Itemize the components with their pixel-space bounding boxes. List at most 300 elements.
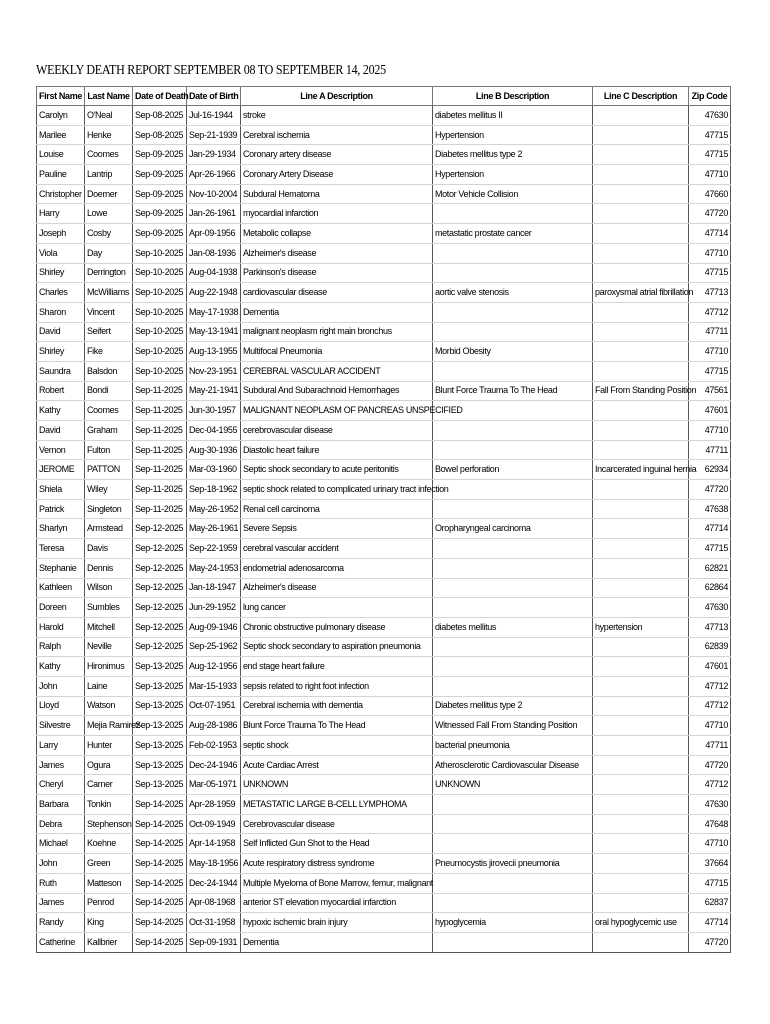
- line-c-description-cell: [593, 106, 689, 126]
- date-of-birth-cell: May-13-1941: [187, 322, 241, 342]
- header-line-b-description: Line B Description: [433, 87, 593, 106]
- line-b-description-cell: [433, 480, 593, 500]
- line-c-description-cell: [593, 519, 689, 539]
- zip-code-cell: 47711: [689, 736, 731, 756]
- table-row: [37, 499, 731, 519]
- date-of-death-cell: Sep-14-2025: [133, 814, 187, 834]
- table-row: [37, 302, 731, 322]
- zip-code-cell: 47630: [689, 106, 731, 126]
- line-b-description-cell: [433, 243, 593, 263]
- date-of-death-cell: Sep-14-2025: [133, 873, 187, 893]
- zip-code-cell: 47710: [689, 165, 731, 185]
- line-c-description-cell: [593, 322, 689, 342]
- line-b-description-cell: Bowel perforation: [433, 460, 593, 480]
- table-row: [37, 125, 731, 145]
- line-a-description-cell: Alzheimer's disease: [241, 578, 433, 598]
- first-name-cell: Stephanie: [37, 558, 85, 578]
- line-c-description-cell: paroxysmal atrial fibrillation: [593, 283, 689, 303]
- table-body: [37, 106, 731, 953]
- table-row: [37, 263, 731, 283]
- last-name-cell: Mitchell: [85, 617, 133, 637]
- line-b-description-cell: Atherosclerotic Cardiovascular Disease: [433, 755, 593, 775]
- first-name-cell: John: [37, 676, 85, 696]
- line-c-description-cell: [593, 637, 689, 657]
- line-b-description-cell: [433, 558, 593, 578]
- date-of-death-cell: Sep-14-2025: [133, 913, 187, 933]
- line-c-description-cell: [593, 165, 689, 185]
- line-a-description-cell: Dementia: [241, 932, 433, 952]
- table-row: [37, 224, 731, 244]
- line-c-description-cell: [593, 125, 689, 145]
- line-c-description-cell: [593, 243, 689, 263]
- date-of-death-cell: Sep-12-2025: [133, 617, 187, 637]
- last-name-cell: Sumbles: [85, 598, 133, 618]
- line-a-description-cell: Cerebral ischemia with dementia: [241, 696, 433, 716]
- line-b-description-cell: [433, 578, 593, 598]
- first-name-cell: David: [37, 322, 85, 342]
- first-name-cell: Christopher: [37, 184, 85, 204]
- table-row: [37, 932, 731, 952]
- date-of-death-cell: Sep-11-2025: [133, 499, 187, 519]
- date-of-death-cell: Sep-08-2025: [133, 106, 187, 126]
- date-of-birth-cell: Jan-08-1936: [187, 243, 241, 263]
- first-name-cell: Teresa: [37, 539, 85, 559]
- line-b-description-cell: [433, 302, 593, 322]
- last-name-cell: Coomes: [85, 145, 133, 165]
- date-of-birth-cell: Dec-24-1946: [187, 755, 241, 775]
- zip-code-cell: 62864: [689, 578, 731, 598]
- line-a-description-cell: Diastolic heart failure: [241, 440, 433, 460]
- last-name-cell: Fike: [85, 342, 133, 362]
- date-of-death-cell: Sep-12-2025: [133, 598, 187, 618]
- line-a-description-cell: CEREBRAL VASCULAR ACCIDENT: [241, 361, 433, 381]
- table-row: [37, 637, 731, 657]
- last-name-cell: McWilliams: [85, 283, 133, 303]
- date-of-birth-cell: Feb-02-1953: [187, 736, 241, 756]
- date-of-birth-cell: May-26-1961: [187, 519, 241, 539]
- last-name-cell: Laine: [85, 676, 133, 696]
- table-row: [37, 283, 731, 303]
- table-row: [37, 106, 731, 126]
- header-date-of-birth: Date of Birth: [187, 87, 241, 106]
- first-name-cell: Kathleen: [37, 578, 85, 598]
- zip-code-cell: 47711: [689, 322, 731, 342]
- last-name-cell: Lowe: [85, 204, 133, 224]
- table-row: [37, 519, 731, 539]
- line-c-description-cell: [593, 263, 689, 283]
- line-b-description-cell: [433, 814, 593, 834]
- line-a-description-cell: septic shock: [241, 736, 433, 756]
- line-c-description-cell: [593, 854, 689, 874]
- first-name-cell: Harry: [37, 204, 85, 224]
- line-c-description-cell: [593, 440, 689, 460]
- line-b-description-cell: [433, 499, 593, 519]
- first-name-cell: Marilee: [37, 125, 85, 145]
- line-b-description-cell: [433, 598, 593, 618]
- date-of-birth-cell: Apr-09-1956: [187, 224, 241, 244]
- zip-code-cell: 47711: [689, 440, 731, 460]
- date-of-death-cell: Sep-09-2025: [133, 184, 187, 204]
- last-name-cell: Hironimus: [85, 657, 133, 677]
- zip-code-cell: 47715: [689, 361, 731, 381]
- zip-code-cell: 47660: [689, 184, 731, 204]
- line-a-description-cell: cerebrovascular disease: [241, 421, 433, 441]
- zip-code-cell: 47601: [689, 657, 731, 677]
- date-of-death-cell: Sep-14-2025: [133, 893, 187, 913]
- line-c-description-cell: Fall From Standing Position: [593, 381, 689, 401]
- line-b-description-cell: hypoglycemia: [433, 913, 593, 933]
- date-of-death-cell: Sep-13-2025: [133, 716, 187, 736]
- line-b-description-cell: aortic valve stenosis: [433, 283, 593, 303]
- line-c-description-cell: hypertension: [593, 617, 689, 637]
- line-b-description-cell: Hypertension: [433, 125, 593, 145]
- date-of-death-cell: Sep-10-2025: [133, 263, 187, 283]
- zip-code-cell: 47710: [689, 834, 731, 854]
- zip-code-cell: 47638: [689, 499, 731, 519]
- date-of-birth-cell: Sep-09-1931: [187, 932, 241, 952]
- line-a-description-cell: Parkinson's disease: [241, 263, 433, 283]
- first-name-cell: Randy: [37, 913, 85, 933]
- line-a-description-cell: Blunt Force Trauma To The Head: [241, 716, 433, 736]
- last-name-cell: Mejia Ramirez: [85, 716, 133, 736]
- first-name-cell: David: [37, 421, 85, 441]
- first-name-cell: Shirley: [37, 342, 85, 362]
- date-of-birth-cell: Mar-03-1960: [187, 460, 241, 480]
- date-of-birth-cell: Mar-15-1933: [187, 676, 241, 696]
- line-b-description-cell: [433, 637, 593, 657]
- first-name-cell: Doreen: [37, 598, 85, 618]
- zip-code-cell: 47712: [689, 696, 731, 716]
- line-c-description-cell: [593, 676, 689, 696]
- zip-code-cell: 47714: [689, 913, 731, 933]
- first-name-cell: Sharon: [37, 302, 85, 322]
- table-row: [37, 401, 731, 421]
- date-of-death-cell: Sep-12-2025: [133, 519, 187, 539]
- table-row: [37, 775, 731, 795]
- first-name-cell: John: [37, 854, 85, 874]
- line-a-description-cell: cardiovascular disease: [241, 283, 433, 303]
- table-row: [37, 913, 731, 933]
- date-of-death-cell: Sep-13-2025: [133, 657, 187, 677]
- line-a-description-cell: Chronic obstructive pulmonary disease: [241, 617, 433, 637]
- header-first-name: First Name: [37, 87, 85, 106]
- date-of-death-cell: Sep-10-2025: [133, 342, 187, 362]
- last-name-cell: Balsdon: [85, 361, 133, 381]
- date-of-death-cell: Sep-10-2025: [133, 283, 187, 303]
- line-c-description-cell: [593, 834, 689, 854]
- zip-code-cell: 47630: [689, 795, 731, 815]
- date-of-birth-cell: May-18-1956: [187, 854, 241, 874]
- first-name-cell: Larry: [37, 736, 85, 756]
- zip-code-cell: 47715: [689, 873, 731, 893]
- last-name-cell: Stephenson: [85, 814, 133, 834]
- date-of-birth-cell: Jun-29-1952: [187, 598, 241, 618]
- last-name-cell: Carner: [85, 775, 133, 795]
- line-c-description-cell: [593, 893, 689, 913]
- date-of-birth-cell: Oct-31-1958: [187, 913, 241, 933]
- date-of-death-cell: Sep-11-2025: [133, 421, 187, 441]
- zip-code-cell: 47712: [689, 775, 731, 795]
- table-row: [37, 814, 731, 834]
- first-name-cell: James: [37, 755, 85, 775]
- line-a-description-cell: Renal cell carcinoma: [241, 499, 433, 519]
- last-name-cell: Cosby: [85, 224, 133, 244]
- last-name-cell: Lantrip: [85, 165, 133, 185]
- table-row: [37, 696, 731, 716]
- table-row: [37, 421, 731, 441]
- line-a-description-cell: MALIGNANT NEOPLASM OF PANCREAS UNSPECIFIED: [241, 401, 433, 421]
- date-of-death-cell: Sep-10-2025: [133, 302, 187, 322]
- date-of-birth-cell: Jul-16-1944: [187, 106, 241, 126]
- date-of-birth-cell: May-24-1953: [187, 558, 241, 578]
- death-report-table: [36, 86, 731, 953]
- line-a-description-cell: Coronary artery disease: [241, 145, 433, 165]
- line-c-description-cell: [593, 932, 689, 952]
- date-of-death-cell: Sep-12-2025: [133, 578, 187, 598]
- date-of-death-cell: Sep-11-2025: [133, 440, 187, 460]
- line-b-description-cell: Motor Vehicle Collision: [433, 184, 593, 204]
- line-a-description-cell: lung cancer: [241, 598, 433, 618]
- last-name-cell: Wiley: [85, 480, 133, 500]
- date-of-death-cell: Sep-13-2025: [133, 676, 187, 696]
- table-row: [37, 736, 731, 756]
- line-b-description-cell: [433, 893, 593, 913]
- first-name-cell: Louise: [37, 145, 85, 165]
- date-of-death-cell: Sep-08-2025: [133, 125, 187, 145]
- line-a-description-cell: Multifocal Pneumonia: [241, 342, 433, 362]
- date-of-birth-cell: Apr-08-1968: [187, 893, 241, 913]
- date-of-death-cell: Sep-12-2025: [133, 637, 187, 657]
- first-name-cell: Shirley: [37, 263, 85, 283]
- zip-code-cell: 47710: [689, 342, 731, 362]
- table-row: [37, 657, 731, 677]
- last-name-cell: Bondi: [85, 381, 133, 401]
- line-a-description-cell: sepsis related to right foot infection: [241, 676, 433, 696]
- line-b-description-cell: metastatic prostate cancer: [433, 224, 593, 244]
- last-name-cell: Watson: [85, 696, 133, 716]
- zip-code-cell: 47601: [689, 401, 731, 421]
- zip-code-cell: 47715: [689, 145, 731, 165]
- date-of-birth-cell: Nov-23-1951: [187, 361, 241, 381]
- line-a-description-cell: Cerebral ischemia: [241, 125, 433, 145]
- line-a-description-cell: Acute Cardiac Arrest: [241, 755, 433, 775]
- first-name-cell: Shiela: [37, 480, 85, 500]
- line-c-description-cell: [593, 302, 689, 322]
- table-row: [37, 539, 731, 559]
- date-of-death-cell: Sep-13-2025: [133, 736, 187, 756]
- zip-code-cell: 47710: [689, 243, 731, 263]
- date-of-birth-cell: Aug-13-1955: [187, 342, 241, 362]
- zip-code-cell: 47720: [689, 755, 731, 775]
- first-name-cell: Saundra: [37, 361, 85, 381]
- date-of-death-cell: Sep-14-2025: [133, 854, 187, 874]
- last-name-cell: Tonkin: [85, 795, 133, 815]
- date-of-birth-cell: Jan-18-1947: [187, 578, 241, 598]
- line-b-description-cell: Oropharyngeal carcinoma: [433, 519, 593, 539]
- first-name-cell: JEROME: [37, 460, 85, 480]
- date-of-birth-cell: Mar-05-1971: [187, 775, 241, 795]
- table-row: [37, 755, 731, 775]
- zip-code-cell: 62821: [689, 558, 731, 578]
- date-of-death-cell: Sep-13-2025: [133, 775, 187, 795]
- line-c-description-cell: [593, 145, 689, 165]
- line-c-description-cell: Incarcerated inguinal hernia: [593, 460, 689, 480]
- line-c-description-cell: [593, 795, 689, 815]
- first-name-cell: Pauline: [37, 165, 85, 185]
- first-name-cell: Sharlyn: [37, 519, 85, 539]
- date-of-death-cell: Sep-13-2025: [133, 755, 187, 775]
- zip-code-cell: 47713: [689, 617, 731, 637]
- line-b-description-cell: Diabetes mellitus type 2: [433, 696, 593, 716]
- line-c-description-cell: [593, 342, 689, 362]
- table-row: [37, 617, 731, 637]
- last-name-cell: Kallbrier: [85, 932, 133, 952]
- line-b-description-cell: Pneumocystis jirovecii pneumonia: [433, 854, 593, 874]
- table-row: [37, 460, 731, 480]
- date-of-birth-cell: Sep-21-1939: [187, 125, 241, 145]
- line-b-description-cell: [433, 873, 593, 893]
- line-b-description-cell: [433, 834, 593, 854]
- header-line-a-description: Line A Description: [241, 87, 433, 106]
- first-name-cell: Michael: [37, 834, 85, 854]
- last-name-cell: Day: [85, 243, 133, 263]
- table-row: [37, 893, 731, 913]
- zip-code-cell: 62839: [689, 637, 731, 657]
- last-name-cell: Armstead: [85, 519, 133, 539]
- date-of-birth-cell: Apr-14-1958: [187, 834, 241, 854]
- last-name-cell: Seifert: [85, 322, 133, 342]
- date-of-birth-cell: Sep-22-1959: [187, 539, 241, 559]
- date-of-death-cell: Sep-12-2025: [133, 539, 187, 559]
- date-of-birth-cell: Nov-10-2004: [187, 184, 241, 204]
- first-name-cell: Harold: [37, 617, 85, 637]
- line-a-description-cell: Multiple Myeloma of Bone Marrow, femur, malignant: [241, 873, 433, 893]
- date-of-death-cell: Sep-11-2025: [133, 381, 187, 401]
- table-row: [37, 204, 731, 224]
- date-of-death-cell: Sep-14-2025: [133, 932, 187, 952]
- date-of-birth-cell: Jan-26-1961: [187, 204, 241, 224]
- zip-code-cell: 47712: [689, 676, 731, 696]
- line-c-description-cell: [593, 578, 689, 598]
- first-name-cell: Ruth: [37, 873, 85, 893]
- date-of-death-cell: Sep-11-2025: [133, 401, 187, 421]
- first-name-cell: Patrick: [37, 499, 85, 519]
- table-row: [37, 381, 731, 401]
- line-a-description-cell: Severe Sepsis: [241, 519, 433, 539]
- table-row: [37, 342, 731, 362]
- line-a-description-cell: UNKNOWN: [241, 775, 433, 795]
- date-of-death-cell: Sep-09-2025: [133, 165, 187, 185]
- first-name-cell: Cheryl: [37, 775, 85, 795]
- date-of-birth-cell: Aug-04-1938: [187, 263, 241, 283]
- last-name-cell: PATTON: [85, 460, 133, 480]
- line-b-description-cell: [433, 676, 593, 696]
- line-c-description-cell: [593, 539, 689, 559]
- table-row: [37, 716, 731, 736]
- line-b-description-cell: diabetes mellitus: [433, 617, 593, 637]
- first-name-cell: Kathy: [37, 401, 85, 421]
- first-name-cell: Robert: [37, 381, 85, 401]
- line-b-description-cell: [433, 421, 593, 441]
- date-of-death-cell: Sep-12-2025: [133, 558, 187, 578]
- zip-code-cell: 47720: [689, 932, 731, 952]
- zip-code-cell: 47714: [689, 519, 731, 539]
- zip-code-cell: 47715: [689, 263, 731, 283]
- date-of-death-cell: Sep-09-2025: [133, 145, 187, 165]
- last-name-cell: Penrod: [85, 893, 133, 913]
- zip-code-cell: 47715: [689, 539, 731, 559]
- table-row: [37, 854, 731, 874]
- table-row: [37, 578, 731, 598]
- line-a-description-cell: myocardial infarction: [241, 204, 433, 224]
- last-name-cell: Hunter: [85, 736, 133, 756]
- line-b-description-cell: UNKNOWN: [433, 775, 593, 795]
- date-of-birth-cell: Sep-25-1962: [187, 637, 241, 657]
- line-a-description-cell: Septic shock secondary to aspiration pneumonia: [241, 637, 433, 657]
- date-of-birth-cell: Apr-26-1966: [187, 165, 241, 185]
- table-row: [37, 243, 731, 263]
- line-b-description-cell: Morbid Obesity: [433, 342, 593, 362]
- line-a-description-cell: Septic shock secondary to acute peritonitis: [241, 460, 433, 480]
- table-row: [37, 480, 731, 500]
- first-name-cell: Kathy: [37, 657, 85, 677]
- line-c-description-cell: [593, 480, 689, 500]
- first-name-cell: Debra: [37, 814, 85, 834]
- line-a-description-cell: Dementia: [241, 302, 433, 322]
- zip-code-cell: 47714: [689, 224, 731, 244]
- line-b-description-cell: [433, 932, 593, 952]
- date-of-birth-cell: Dec-24-1944: [187, 873, 241, 893]
- line-b-description-cell: [433, 440, 593, 460]
- first-name-cell: James: [37, 893, 85, 913]
- line-a-description-cell: hypoxic ischemic brain injury: [241, 913, 433, 933]
- line-b-description-cell: [433, 204, 593, 224]
- line-a-description-cell: Alzheimer's disease: [241, 243, 433, 263]
- table-row: [37, 676, 731, 696]
- header-line-c-description: Line C Description: [593, 87, 689, 106]
- header-zip-code: Zip Code: [689, 87, 731, 106]
- line-a-description-cell: anterior ST elevation myocardial infarction: [241, 893, 433, 913]
- line-c-description-cell: [593, 755, 689, 775]
- line-c-description-cell: [593, 204, 689, 224]
- zip-code-cell: 37664: [689, 854, 731, 874]
- line-a-description-cell: Self Inflicted Gun Shot to the Head: [241, 834, 433, 854]
- line-c-description-cell: [593, 499, 689, 519]
- date-of-birth-cell: May-26-1952: [187, 499, 241, 519]
- table-row: [37, 361, 731, 381]
- last-name-cell: Matteson: [85, 873, 133, 893]
- line-a-description-cell: cerebral vascular accident: [241, 539, 433, 559]
- line-a-description-cell: end stage heart failure: [241, 657, 433, 677]
- first-name-cell: Vernon: [37, 440, 85, 460]
- zip-code-cell: 47648: [689, 814, 731, 834]
- line-c-description-cell: [593, 361, 689, 381]
- table-row: [37, 834, 731, 854]
- first-name-cell: Barbara: [37, 795, 85, 815]
- zip-code-cell: 47720: [689, 480, 731, 500]
- last-name-cell: King: [85, 913, 133, 933]
- line-c-description-cell: [593, 421, 689, 441]
- zip-code-cell: 47715: [689, 125, 731, 145]
- line-c-description-cell: oral hypoglycemic use: [593, 913, 689, 933]
- date-of-birth-cell: Dec-04-1955: [187, 421, 241, 441]
- header-date-of-death: Date of Death: [133, 87, 187, 106]
- last-name-cell: O'Neal: [85, 106, 133, 126]
- date-of-birth-cell: May-17-1938: [187, 302, 241, 322]
- line-a-description-cell: Coronary Artery Disease: [241, 165, 433, 185]
- line-b-description-cell: Diabetes mellitus type 2: [433, 145, 593, 165]
- line-c-description-cell: [593, 558, 689, 578]
